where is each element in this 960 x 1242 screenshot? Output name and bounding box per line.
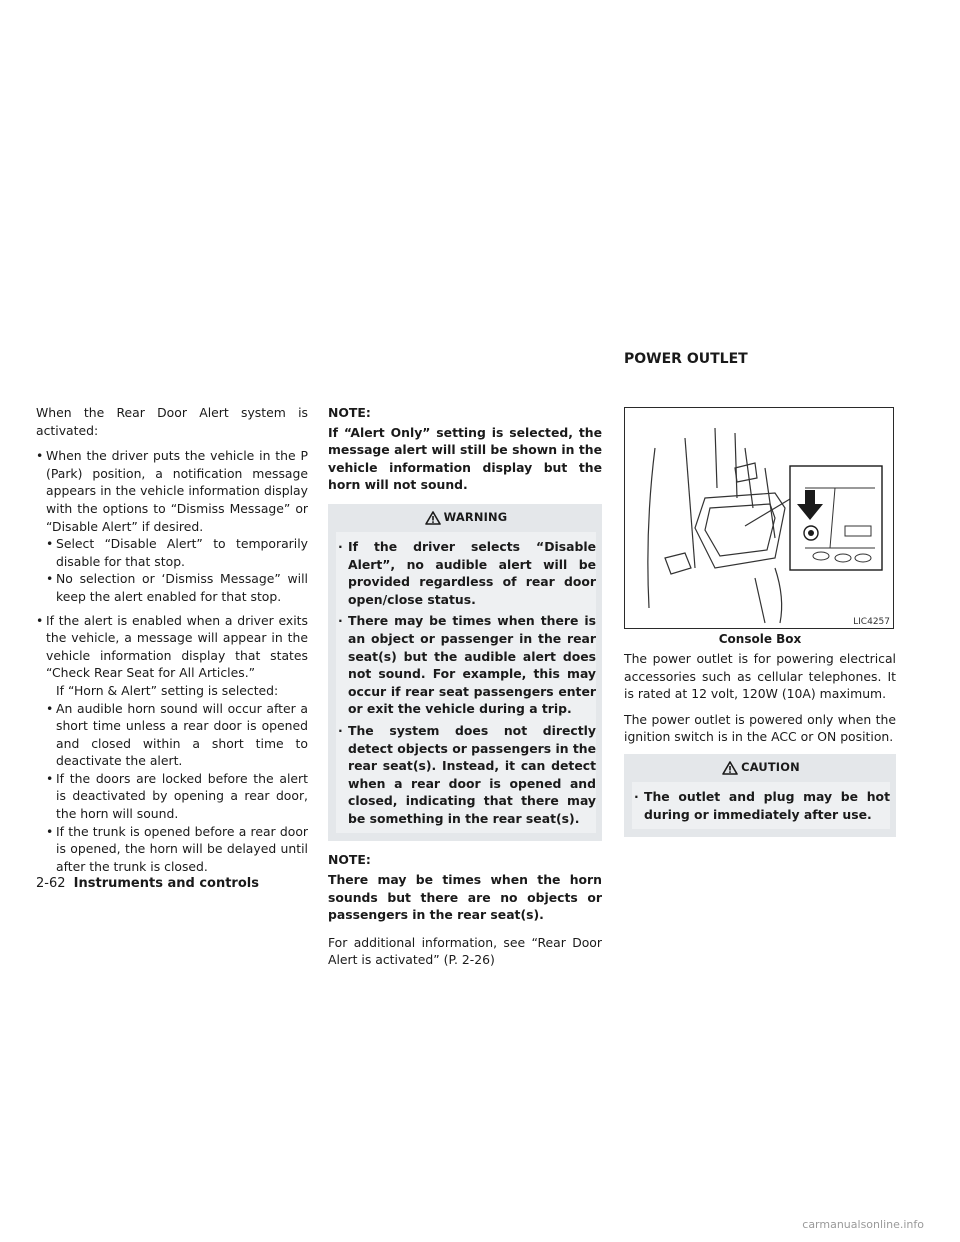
figure-code: LIC4257	[853, 617, 890, 627]
caution-header	[632, 754, 890, 782]
console-box-figure	[624, 407, 894, 629]
caution-box	[624, 754, 896, 837]
caution-body	[632, 782, 890, 829]
warning-item: · The system does not directly detect objects or passengers in the rear seat(s). Instead, it can detect when a rear door is opened and closed, indicating that there may be something in the rear seat(s).	[336, 722, 596, 828]
bullet-text: If the alert is enabled when a driver exits the vehicle, a message will appear in the vehicle information display that states “Check Rear Seat for All Articles.”	[46, 612, 308, 681]
sub-bullet-list	[46, 700, 308, 876]
list-item	[36, 612, 308, 876]
console-illustration	[625, 408, 894, 629]
note-heading: NOTE:	[328, 852, 371, 868]
caution-item: · The outlet and plug may be hot during or immediately after use.	[632, 788, 890, 823]
footer-section-name: Instruments and controls	[73, 876, 259, 891]
caution-list	[632, 788, 890, 823]
list-item	[36, 447, 308, 605]
warning-header	[336, 504, 596, 532]
additional-info-link-text: For additional information, see “Rear Door Alert is activated” (P. 2-26)	[328, 934, 602, 968]
note-heading: NOTE:	[328, 405, 371, 420]
horn-alert-lead: If “Horn & Alert” setting is selected:	[56, 682, 279, 698]
page-footer	[36, 876, 259, 891]
power-outlet-para1: The power outlet is for powering electrical accessories such as cellular telephones. It is rated at 12 volt, 120W (10A) maximum.	[624, 651, 896, 702]
list-item: • If the trunk is opened before a rear door is opened, the horn will be delayed until after the trunk is closed.	[46, 823, 308, 876]
warning-box	[328, 504, 602, 842]
caution-triangle-icon	[722, 761, 738, 775]
note-text: If “Alert Only” setting is selected, the message alert will still be shown in the vehicle information display but the horn will not sound.	[328, 424, 602, 493]
figure-caption: Console Box	[718, 632, 802, 646]
caution-title: CAUTION	[741, 760, 800, 775]
list-item: • If the doors are locked before the alert is deactivated by opening a rear door, the horn will sound.	[46, 770, 308, 823]
list-item: • No selection or ‘Dismiss Message” will keep the alert enabled for that stop.	[46, 570, 308, 605]
rda-intro: When the Rear Door Alert system is activated:	[36, 405, 308, 438]
list-item: • Select “Disable Alert” to temporarily disable for that stop.	[46, 535, 308, 570]
warning-item: · If the driver selects “Disable Alert”, no audible alert will be provided regardless of rear door open/close status.	[336, 538, 596, 608]
right-column-text	[624, 650, 896, 847]
rda-bullet-list	[36, 447, 308, 875]
warning-list	[336, 538, 596, 828]
page-number: 2-62	[36, 876, 66, 891]
note-text: There may be times when the horn sounds but there are no objects or passengers in the rear seat(s).	[328, 872, 602, 923]
watermark: carmanualsonline.info	[802, 1218, 924, 1231]
warning-body	[336, 532, 596, 834]
list-item: • An audible horn sound will occur after a short time unless a rear door is opened and closed within a short time to deactivate the alert.	[46, 700, 308, 770]
bullet-text: When the driver puts the vehicle in the P (Park) position, a notification message appears in the vehicle information display with the options to “Dismiss Message” or “Disable Alert” if desired.	[46, 448, 308, 534]
middle-column	[328, 404, 602, 977]
sub-bullet-list	[46, 535, 308, 605]
power-outlet-para2: The power outlet is powered only when the ignition switch is in the ACC or ON position.	[624, 711, 896, 745]
warning-triangle-icon	[425, 511, 441, 525]
left-column	[36, 404, 308, 875]
warning-title: WARNING	[443, 510, 508, 525]
section-title: POWER OUTLET	[624, 351, 748, 367]
warning-item: · There may be times when there is an object or passenger in the rear seat(s) but the audible alert does not sound. For example, this may occur if rear seat passengers enter or exit the vehicle during a trip.	[336, 612, 596, 718]
